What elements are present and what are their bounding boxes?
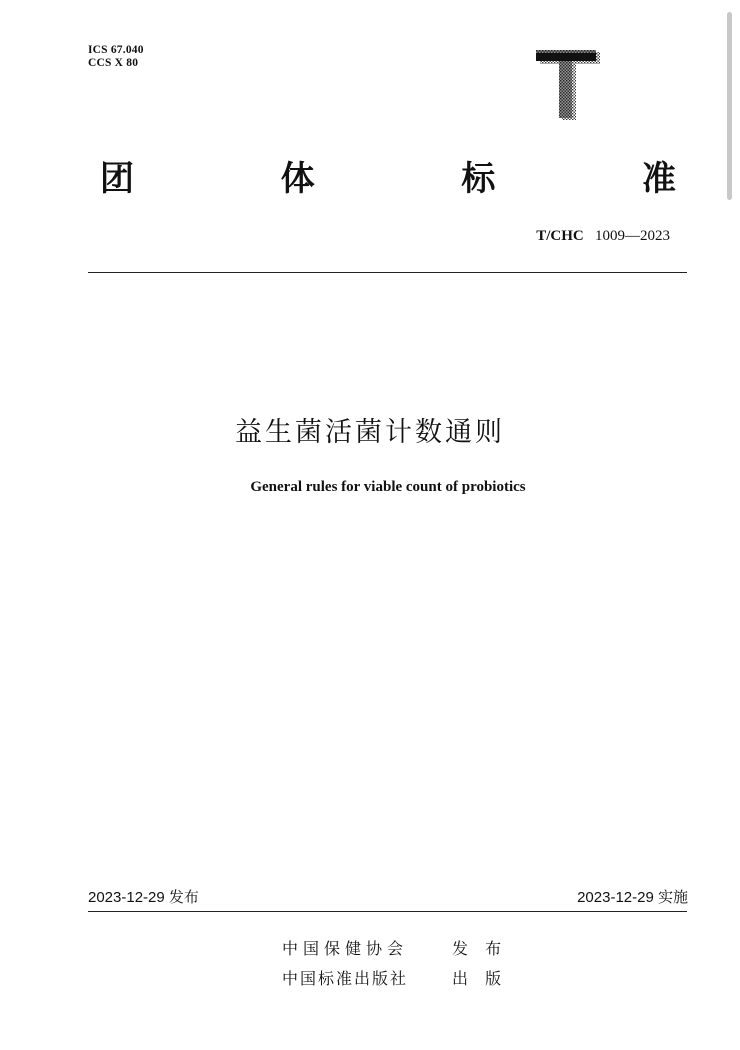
issuing-role: 发 布 (452, 939, 508, 958)
ics-code: ICS 67.040 (88, 44, 144, 56)
bottom-divider (88, 911, 687, 912)
standard-type-char-3: 标 (461, 159, 496, 199)
standard-type-char-4: 准 (641, 159, 676, 199)
ccs-code: CCS X 80 (88, 57, 139, 69)
issuing-organization: 中国保健协会 (282, 939, 409, 958)
standard-number-code: 1009—2023 (595, 228, 670, 244)
publisher-row-press (282, 964, 507, 994)
issue-date: 2023-12-29 发布 (88, 889, 199, 906)
standard-number (536, 228, 670, 245)
standard-type-heading (88, 152, 688, 206)
classification-codes (88, 44, 144, 70)
vertical-scrollbar[interactable] (727, 12, 732, 200)
standard-number-prefix: T/CHC (536, 228, 584, 244)
title-chinese: 益生菌活菌计数通则 (235, 417, 505, 448)
standard-type-char-2: 体 (280, 159, 315, 199)
standard-type-char-1: 团 (100, 159, 134, 199)
publisher-row-issuer (282, 934, 507, 964)
top-divider (88, 272, 687, 273)
implementation-date: 2023-12-29 实施 (577, 889, 688, 906)
publishing-house: 中国标准出版社 (282, 969, 409, 988)
publisher-block (282, 934, 507, 994)
t-standard-logo (536, 50, 602, 122)
title-english: General rules for viable count of probiotics (250, 479, 526, 495)
publishing-role: 出 版 (452, 969, 508, 988)
